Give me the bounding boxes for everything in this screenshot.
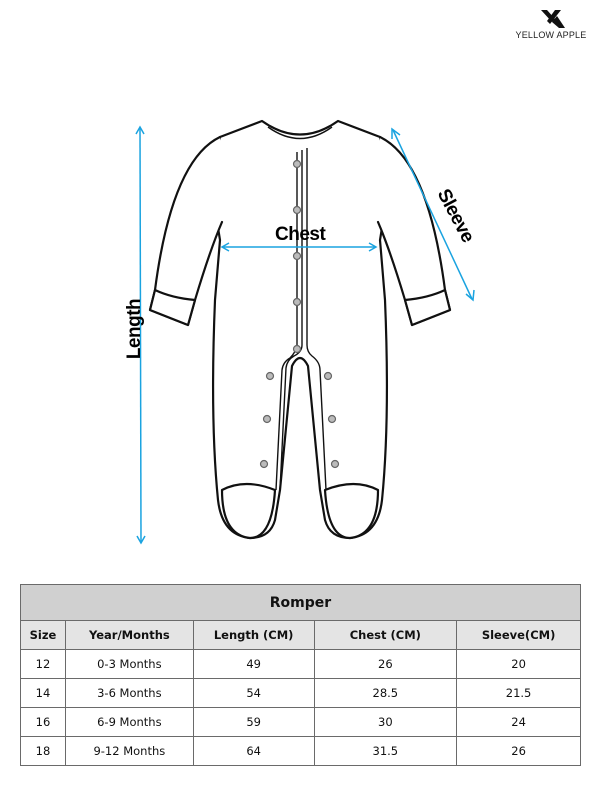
- col-header-sleeve: Sleeve(CM): [457, 621, 581, 650]
- brand-name: YELLOW APPLE: [515, 30, 587, 40]
- cell-chest: 26: [314, 650, 457, 679]
- cell-sleeve: 26: [457, 737, 581, 766]
- table-row: [21, 737, 581, 766]
- cell-age: 9-12 Months: [65, 737, 193, 766]
- cell-size: 12: [21, 650, 66, 679]
- cell-chest: 28.5: [314, 679, 457, 708]
- cell-sleeve: 20: [457, 650, 581, 679]
- length-label: Length: [124, 298, 145, 360]
- romper-body: [213, 121, 387, 538]
- cell-length: 64: [193, 737, 314, 766]
- cell-age: 3-6 Months: [65, 679, 193, 708]
- table-header-row: [21, 621, 581, 650]
- cell-chest: 31.5: [314, 737, 457, 766]
- col-header-length: Length (CM): [193, 621, 314, 650]
- cell-sleeve: 21.5: [457, 679, 581, 708]
- table-row: [21, 679, 581, 708]
- table-row: [21, 650, 581, 679]
- table-row: [21, 708, 581, 737]
- col-header-chest: Chest (CM): [314, 621, 457, 650]
- cell-size: 16: [21, 708, 66, 737]
- cell-size: 14: [21, 679, 66, 708]
- cell-length: 59: [193, 708, 314, 737]
- size-chart-table: [20, 584, 581, 766]
- col-header-size: Size: [21, 621, 66, 650]
- chest-label: Chest: [275, 224, 326, 245]
- cell-size: 18: [21, 737, 66, 766]
- cell-sleeve: 24: [457, 708, 581, 737]
- cell-age: 0-3 Months: [65, 650, 193, 679]
- cell-chest: 30: [314, 708, 457, 737]
- table-title: Romper: [21, 585, 581, 621]
- cell-age: 6-9 Months: [65, 708, 193, 737]
- table-title-row: [21, 585, 581, 621]
- cell-length: 49: [193, 650, 314, 679]
- col-header-age: Year/Months: [65, 621, 193, 650]
- sleeve-label: Sleeve: [432, 185, 479, 246]
- cell-length: 54: [193, 679, 314, 708]
